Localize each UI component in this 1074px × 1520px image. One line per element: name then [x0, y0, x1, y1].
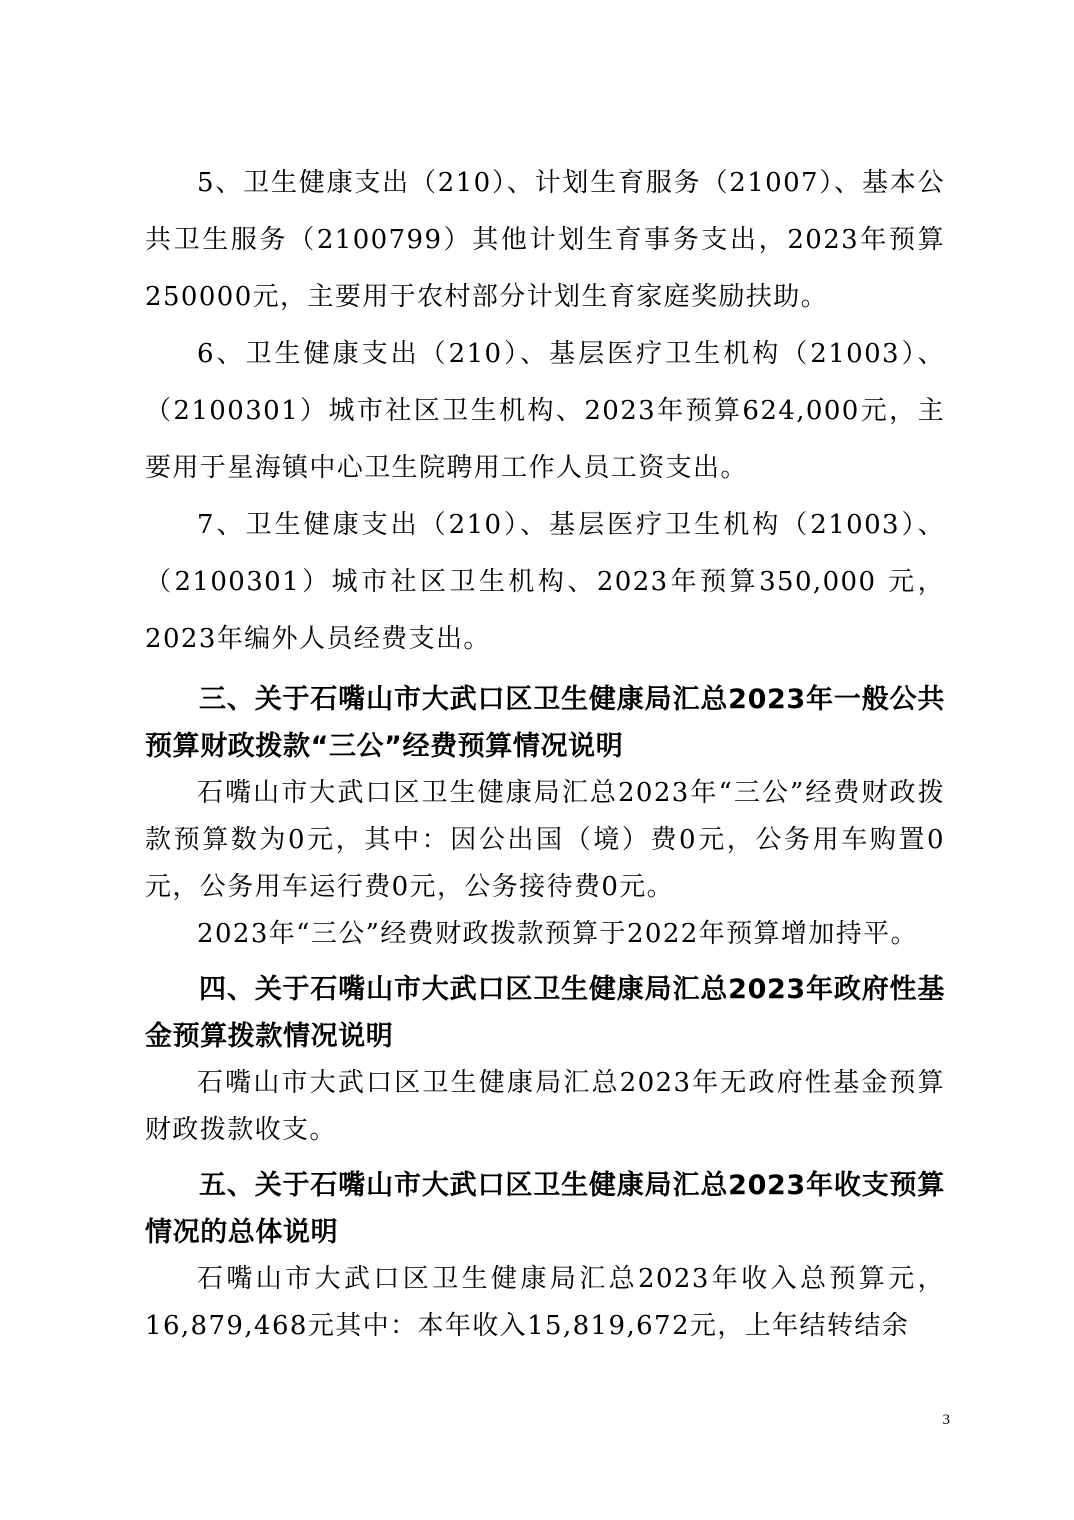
- section-5-paragraph-1: 石嘴山市大武口区卫生健康局汇总2023年收入总预算元，16,879,468元其中：本年收入15,819,672元，上年结转结余: [145, 1264, 945, 1341]
- item-5-paragraph: 5、卫生健康支出（210）、计划生育服务（21007）、基本公 共卫生服务（2100799）其他计划生育事务支出，2023年预算250000元，主要用于农村部分计划生育家庭奖励扶助。: [145, 168, 945, 312]
- section-4-paragraph-1: 石嘴山市大武口区卫生健康局汇总2023年无政府性基金预算财政拨款收支。: [145, 1068, 945, 1145]
- section-3-paragraph-2: 2023年“三公”经费财政拨款预算于2022年预算增加持平。: [197, 919, 918, 949]
- page-content: [145, 155, 945, 1350]
- item-7-paragraph: 7、卫生健康支出（210）、基层医疗卫生机构（21003）、（2100301）城市社区卫生机构、2023年预算350,000 元，2023年编外人员经费支出。: [145, 510, 945, 654]
- section-3-paragraph-1: 石嘴山市大武口区卫生健康局汇总2023年“三公”经费财政拨款预算数为0元，其中：因公出国（境）费0元，公务用车购置0元，公务用车运行费0元，公务接待费0元。: [145, 778, 945, 902]
- section-5-heading: 五、关于石嘴山市大武口区卫生健康局汇总2023年收支预算情况的总体说明: [145, 1170, 945, 1248]
- page-number: 3: [942, 1412, 950, 1428]
- section-3-heading: 三、关于石嘴山市大武口区卫生健康局汇总2023年一般公共预算财政拨款“三公”经费预算情况说明: [145, 684, 945, 762]
- section-4-heading: 四、关于石嘴山市大武口区卫生健康局汇总2023年政府性基金预算拨款情况说明: [145, 974, 945, 1052]
- item-6-paragraph: 6、卫生健康支出（210）、基层医疗卫生机构（21003）、（2100301）城市社区卫生机构、2023年预算624,000元，主要用于星海镇中心卫生院聘用工作人员工资支出。: [145, 339, 945, 483]
